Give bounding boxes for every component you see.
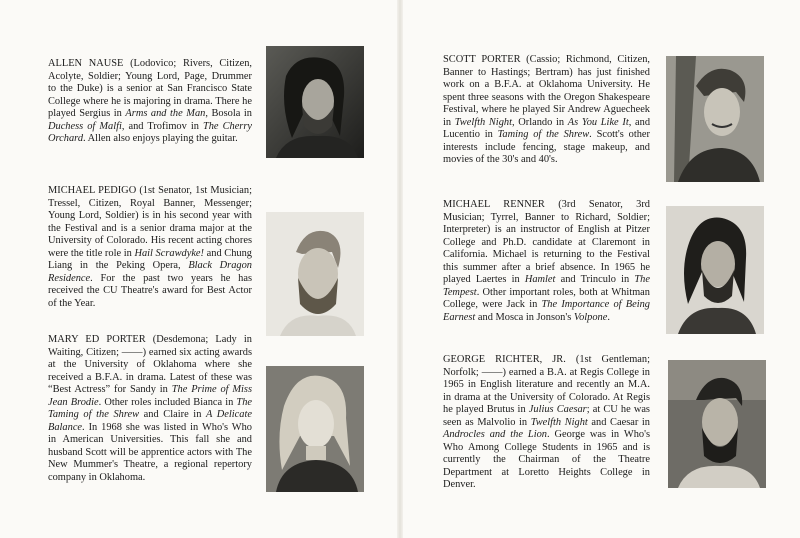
portrait-image xyxy=(668,360,766,488)
portrait-photo xyxy=(666,56,764,182)
right-page xyxy=(400,0,800,538)
portrait-image xyxy=(266,212,364,336)
portrait-image xyxy=(666,56,764,182)
portrait-photo xyxy=(666,206,764,334)
portrait-photo xyxy=(266,212,364,336)
bio-text: ALLEN NAUSE (Lodovico; Rivers, Citizen, Acolyte, Soldier; Young Lord, Page, Drummer to the Duke) is a senior at San Francisco State College where he is majoring in drama. There he played Sergius in Arms and the Man, Bosola in Duchess of Malfi, and Trofimov in The Cherry Orchard. Allen also enjoys playing the guitar. xyxy=(48,58,253,144)
portrait-image xyxy=(666,206,764,334)
portrait-image xyxy=(266,366,364,492)
bio-text: SCOTT PORTER (Cassio; Richmond, Citizen, Banner to Hastings; Bertram) has just finished work on a B.F.A. at Oklahoma University. He spent three seasons with the Oregon Shakespeare Festival, where he played Sir Andrew Aguecheek in Twelfth Night, Orlando in As You Like It, and Lucentio in Taming of the Shrew. Scott's other interests include fencing, stage makeup, and movies of the 30's and 40's. xyxy=(443,54,651,165)
bio-text: MICHAEL RENNER (3rd Senator, 3rd Musician; Tyrrel, Banner to Richard, Soldier; Interpreter) is an instructor of English at Pitzer College and Ph.D. candidate at Claremont in California. Michael is returning to the Festival this summer after a brief absence. In 1965 he played Laertes in Hamlet and Trinculo in The Tempest. Other important roles, both at Whitman College, were Jack in The Importance of Being Earnest and Mosca in Jonson's Volpone. xyxy=(443,199,650,323)
portrait-photo xyxy=(668,360,766,488)
bio-text: GEORGE RICHTER, JR. (1st Gentleman; Norfolk; ——) earned a B.A. at Regis College in 1965 in English literature and recently an M.A. in drama at the University of Colorado. At Regis he played Brutus in Julius Caesar; at CU he was seen as Malvolio in Twelfth Night and Caesar in Androcles and the Lion. George was in Who's Who Among College Students in 1965 and is currently the Chairman of the Theatre Department at Loretto Heights College in Denver. xyxy=(443,354,651,490)
bio-text: MARY ED PORTER (Desdemona; Lady in Waiting, Citizen; ——) earned six acting awards at the University of Oklahoma where she received a B.F.A. in drama. Latest of these was “Best Actress” for Sandy in The Prime of Miss Jean Brodie. Other roles included Bianca in The Taming of the Shrew and Claire in A Delicate Balance. In 1968 she was listed in Who's Who in American Universities. This fall she and husband Scott will be apprentice actors with The New Mummer's Theatre, a regional repertory company in Oklahoma. xyxy=(48,334,253,483)
portrait-photo xyxy=(266,366,364,492)
bio-text: MICHAEL PEDIGO (1st Senator, 1st Musician; Tressel, Citizen, Royal Banner, Messenger; Young Lord, Soldier) is in his second year with the Festival and is a senior drama major at the University of Colorado. His recent acting chores were the title role in Hail Scrawdyke! and Chung Liang in the Peking Opera, Black Dragon Residence. For the past two years he has received the CU Theatre's award for Best Actor of the Year. xyxy=(48,185,252,309)
portrait-photo xyxy=(266,46,364,158)
portrait-image xyxy=(266,46,364,158)
